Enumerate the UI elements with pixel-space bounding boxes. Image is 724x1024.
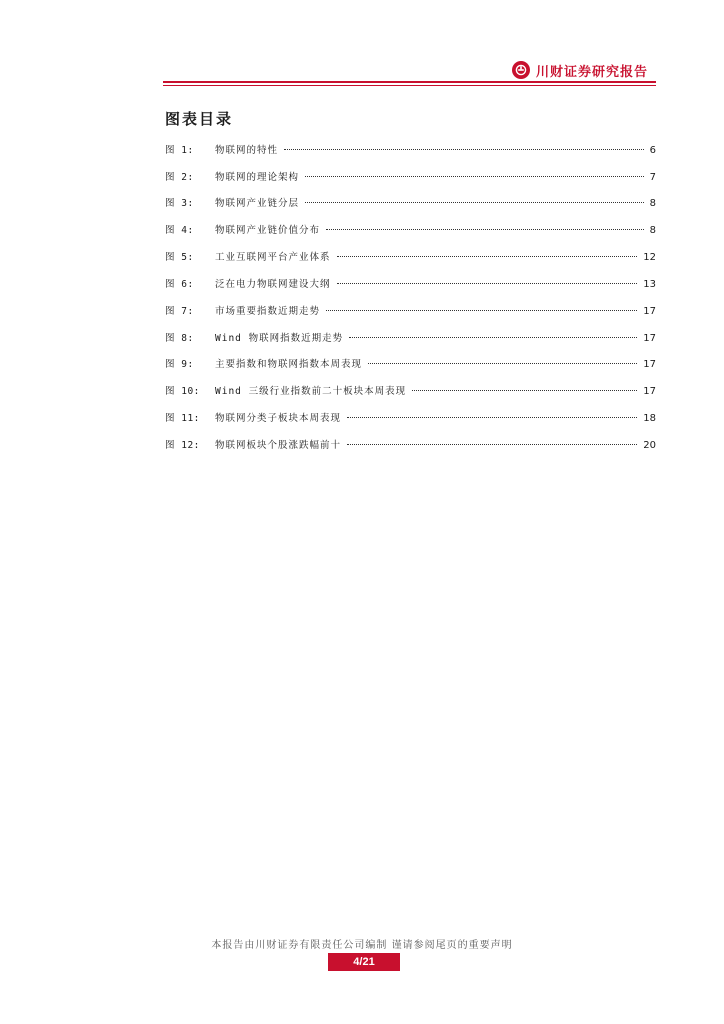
toc-figure-title: 物联网的特性 [215, 145, 279, 156]
toc-item[interactable] [165, 410, 656, 426]
toc-figure-title: Wind 物联网指数近期走势 [215, 333, 344, 344]
toc-item[interactable] [165, 222, 656, 238]
toc-figure-number: 图 10: [165, 386, 200, 397]
chuancai-logo-icon [512, 61, 530, 79]
toc-item[interactable] [165, 169, 656, 185]
toc-item[interactable] [165, 356, 656, 372]
toc-item[interactable] [165, 249, 656, 265]
toc-figure-number: 图 5: [165, 252, 194, 263]
toc-leader-dots [326, 229, 644, 230]
toc-figure-title: 物联网板块个股涨跌幅前十 [215, 440, 342, 451]
toc-leader-dots [347, 417, 637, 418]
toc-page-number: 17 [643, 306, 656, 317]
brand-name: 川财证券研究报告 [536, 64, 649, 80]
toc-figure-title: 工业互联网平台产业体系 [215, 252, 331, 263]
toc-item[interactable] [165, 383, 656, 399]
toc-page-number: 12 [643, 252, 656, 263]
toc-figure-number: 图 4: [165, 225, 194, 236]
toc-page-number: 17 [643, 359, 656, 370]
toc-leader-dots [284, 149, 644, 150]
toc-page-number: 20 [643, 440, 656, 451]
toc-figure-number: 图 6: [165, 279, 194, 290]
toc-page-number: 18 [643, 413, 656, 424]
toc-leader-dots [349, 337, 637, 338]
toc-leader-dots [326, 310, 637, 311]
toc-leader-dots [305, 176, 644, 177]
toc-item[interactable] [165, 276, 656, 292]
toc-leader-dots [337, 283, 638, 284]
toc-item[interactable] [165, 142, 656, 158]
toc-figure-number: 图 2: [165, 172, 194, 183]
toc-leader-dots [347, 444, 637, 445]
toc-item[interactable] [165, 437, 656, 453]
toc-page-number: 7 [649, 172, 656, 183]
report-header [512, 58, 648, 82]
toc-figure-number: 图 7: [165, 306, 194, 317]
header-rule-thin [163, 85, 656, 86]
toc-figure-title: 物联网产业链分层 [215, 198, 300, 209]
toc-page-number: 8 [649, 225, 656, 236]
toc-figure-number: 图 12: [165, 440, 200, 451]
toc-page-number: 8 [649, 198, 656, 209]
disclaimer-note: 本报告由川财证券有限责任公司编制 谨请参阅尾页的重要声明 [211, 940, 513, 951]
toc-page-number: 13 [643, 279, 656, 290]
toc-figure-title: 物联网产业链价值分布 [215, 225, 321, 236]
toc-figure-number: 图 9: [165, 359, 194, 370]
toc-figure-number: 图 11: [165, 413, 200, 424]
toc-figure-title: 市场重要指数近期走势 [215, 306, 321, 317]
page-number-badge: 4/21 [328, 953, 400, 971]
toc-leader-dots [337, 256, 638, 257]
toc-figure-number: 图 8: [165, 333, 194, 344]
toc-leader-dots [368, 363, 637, 364]
toc-item[interactable] [165, 303, 656, 319]
toc-figure-title: 泛在电力物联网建设大纲 [215, 279, 331, 290]
toc-figure-title: Wind 三级行业指数前二十板块本周表现 [215, 386, 407, 397]
toc-figure-number: 图 3: [165, 198, 194, 209]
toc-figure-title: 主要指数和物联网指数本周表现 [215, 359, 363, 370]
toc-title: 图表目录 [165, 110, 234, 128]
toc-figure-title: 物联网的理论架构 [215, 172, 300, 183]
toc-figure-number: 图 1: [165, 145, 194, 156]
toc-page-number: 6 [649, 145, 656, 156]
toc-figure-title: 物联网分类子板块本周表现 [215, 413, 342, 424]
toc-item[interactable] [165, 195, 656, 211]
toc-item[interactable] [165, 330, 656, 346]
toc-page-number: 17 [643, 386, 656, 397]
toc-leader-dots [305, 202, 644, 203]
toc-leader-dots [412, 390, 637, 391]
toc-page-number: 17 [643, 333, 656, 344]
header-rule [163, 81, 656, 83]
